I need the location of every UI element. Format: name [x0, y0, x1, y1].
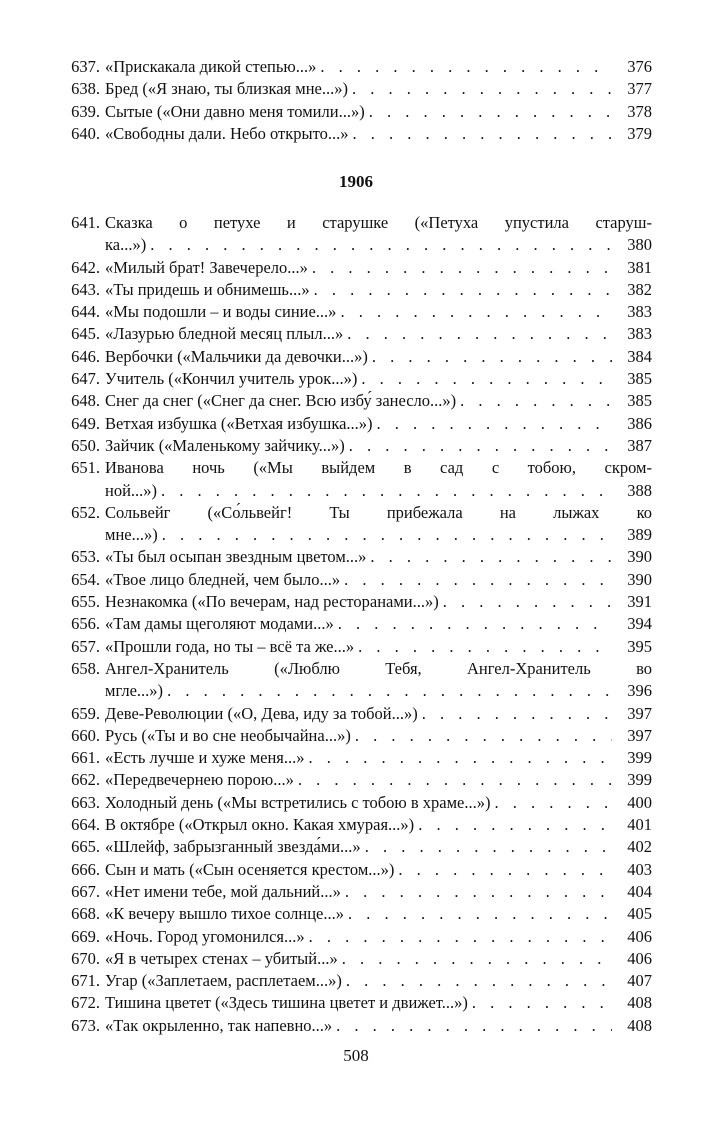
year-heading: 1906 [339, 172, 373, 191]
entry-title-line [105, 926, 612, 948]
entry-title-line [105, 524, 612, 546]
entry-title: «Нет имени тебе, мой дальний...» [105, 881, 341, 901]
entry-title: «Ты придешь и обнимешь...» [105, 279, 310, 299]
entry-title: Холодный день («Мы встретились с тобою в храме...») [105, 792, 491, 812]
entry-number: 668. [71, 904, 100, 924]
entry-title-first-line: Ангел-Хранитель («Люблю Тебя, Ангел-Хранитель во [105, 658, 652, 678]
toc-entry [62, 881, 652, 903]
entry-title-line [105, 569, 612, 591]
dot-leader [167, 680, 612, 702]
toc-entry [62, 390, 652, 412]
entry-title-line [105, 703, 612, 725]
entry-title-line [105, 435, 612, 457]
entry-page: 397 [627, 703, 652, 723]
toc-entry [62, 703, 652, 725]
toc-entry [62, 480, 652, 502]
entry-title: «К вечеру вышло тихое солнце...» [105, 904, 344, 924]
entry-title: мне...») [105, 525, 158, 545]
entry-title: Русь («Ты и во сне необычайна...») [105, 725, 351, 745]
dot-leader [336, 1015, 612, 1037]
dot-leader [370, 546, 612, 568]
entry-number: 650. [71, 435, 100, 455]
toc-entry [62, 123, 652, 145]
entry-page: 385 [627, 369, 652, 389]
toc-entry [62, 279, 652, 301]
dot-leader [320, 56, 612, 78]
entry-number: 651. [71, 458, 100, 478]
entry-title: В октябре («Открыл окно. Какая хмурая...») [105, 815, 415, 835]
toc-entry [62, 78, 652, 100]
dot-leader [349, 435, 612, 457]
entry-title: «Лазурью бледной месяц плыл...» [105, 324, 344, 344]
toc-entry [62, 257, 652, 279]
entry-title-line [105, 368, 612, 390]
toc-entry [62, 636, 652, 658]
entry-title-line [105, 346, 612, 368]
entry-number: 642. [71, 257, 100, 277]
toc-entry [62, 435, 652, 457]
entry-number: 640. [71, 123, 100, 143]
entry-number: 658. [71, 658, 100, 678]
entry-number: 655. [71, 592, 100, 612]
toc-entry [62, 747, 652, 769]
entry-title-first-line: Иванова ночь («Мы выйдем в сад с тобою, скром- [105, 458, 652, 478]
toc-entry [62, 413, 652, 435]
entry-title-line [105, 546, 612, 568]
entry-title-first-line: Сольвейг («Со́львейг! Ты прибежала на лыжах ко [105, 502, 652, 522]
toc-entry [62, 1015, 652, 1037]
dot-leader [372, 346, 612, 368]
dot-leader [309, 926, 612, 948]
dot-leader [338, 613, 612, 635]
entry-title-line [105, 613, 612, 635]
entry-number: 667. [71, 881, 100, 901]
entry-number: 673. [71, 1015, 100, 1035]
dot-leader [422, 703, 612, 725]
entry-number: 644. [71, 302, 100, 322]
entry-title: Зайчик («Маленькому зайчику...») [105, 435, 345, 455]
entry-page: 376 [627, 57, 652, 76]
toc-entry [62, 859, 652, 881]
entry-title: Снег да снег («Снег да снег. Всю избу́ занесло...») [105, 391, 457, 411]
entry-page: 407 [627, 971, 652, 991]
toc-entry [62, 591, 652, 613]
contents-list-1906 [62, 212, 652, 1037]
entry-title-line [105, 101, 612, 123]
toc-entry [62, 546, 652, 568]
entry-title: Деве-Революции («О, Дева, иду за тобой...») [105, 703, 418, 723]
entry-title-first-line: Сказка о петухе и старушке («Петуха упустила старуш- [105, 213, 652, 232]
toc-entry [62, 569, 652, 591]
entry-title: Сын и мать («Сын осеняется крестом...») [105, 859, 395, 879]
entry-title: Незнакомка («По вечерам, над ресторанами...») [105, 592, 439, 612]
entry-page: 406 [627, 948, 652, 968]
dot-leader [352, 78, 612, 100]
entry-title-line [105, 323, 612, 345]
entry-number: 654. [71, 569, 100, 589]
contents-list-1905 [62, 56, 652, 145]
dot-leader [377, 413, 612, 435]
toc-entry [62, 680, 652, 702]
entry-page: 389 [627, 525, 652, 545]
entry-title-line [105, 636, 612, 658]
entry-title: Угар («Заплетаем, расплетаем...») [105, 971, 342, 991]
entry-title: «Там дамы щеголяют модами...» [105, 614, 334, 634]
entry-page: 396 [627, 681, 652, 701]
toc-entry [62, 524, 652, 546]
entry-title-line [105, 881, 612, 903]
entry-title: «Ты был осыпан звездным цветом...» [105, 547, 367, 567]
entry-page: 397 [627, 725, 652, 745]
entry-page: 386 [627, 413, 652, 433]
entry-title-line [105, 836, 612, 858]
entry-title-line [105, 903, 612, 925]
entry-number: 659. [71, 703, 100, 723]
toc-entry [62, 101, 652, 123]
entry-page: 385 [627, 391, 652, 411]
entry-title: «Милый брат! Завечерело...» [105, 257, 308, 277]
dot-leader [352, 123, 612, 145]
dot-leader [150, 234, 612, 256]
entry-number: 661. [71, 748, 100, 768]
entry-page: 408 [627, 1015, 652, 1035]
entry-number: 660. [71, 725, 100, 745]
entry-page: 400 [627, 792, 652, 812]
entry-page: 405 [627, 904, 652, 924]
toc-entry [62, 301, 652, 323]
entry-page: 391 [627, 592, 652, 612]
toc-entry [62, 769, 652, 791]
dot-leader [298, 769, 612, 791]
entry-title-line [105, 591, 612, 613]
entry-title-line [105, 792, 612, 814]
entry-number: 662. [71, 770, 100, 790]
entry-number: 638. [71, 79, 100, 99]
entry-title-line [105, 970, 612, 992]
entry-number: 669. [71, 926, 100, 946]
entry-page: 384 [627, 346, 652, 366]
entry-number: 652. [71, 502, 100, 522]
entry-title-line [105, 725, 612, 747]
entry-page: 395 [627, 636, 652, 656]
entry-title: «Ночь. Город угомонился...» [105, 926, 305, 946]
dot-leader [342, 948, 612, 970]
entry-title-line [105, 301, 612, 323]
entry-title-line [105, 859, 612, 881]
entry-title: Учитель («Кончил учитель урок...») [105, 369, 358, 389]
entry-number: 648. [71, 391, 100, 411]
dot-leader [344, 569, 612, 591]
entry-number: 656. [71, 614, 100, 634]
dot-leader [358, 636, 612, 658]
toc-entry [62, 725, 652, 747]
toc-entry [62, 502, 652, 524]
entry-number: 649. [71, 413, 100, 433]
dot-leader [495, 792, 612, 814]
dot-leader [309, 747, 613, 769]
entry-page: 387 [627, 435, 652, 455]
entry-page: 381 [627, 257, 652, 277]
entry-title-line [105, 747, 612, 769]
entry-page: 382 [627, 279, 652, 299]
entry-page: 408 [627, 993, 652, 1013]
entry-page: 378 [627, 101, 652, 121]
toc-entry [62, 346, 652, 368]
entry-number: 645. [71, 324, 100, 344]
entry-number: 665. [71, 837, 100, 857]
entry-title: «Так окрыленно, так напевно...» [105, 1015, 333, 1035]
entry-number: 670. [71, 948, 100, 968]
toc-entry [62, 212, 652, 234]
dot-leader [162, 524, 612, 546]
toc-entry [62, 658, 652, 680]
entry-title: Ветхая избушка («Ветхая избушка...») [105, 413, 373, 433]
entry-number: 657. [71, 636, 100, 656]
entry-page: 401 [627, 815, 652, 835]
entry-title: ной...») [105, 480, 158, 500]
entry-title-line [105, 123, 612, 145]
entry-page: 403 [627, 859, 652, 879]
toc-entry [62, 613, 652, 635]
dot-leader [418, 814, 612, 836]
entry-title-line [105, 257, 612, 279]
toc-entry [62, 792, 652, 814]
entry-title: «Твое лицо бледней, чем было...» [105, 569, 341, 589]
entry-title-line [105, 814, 612, 836]
dot-leader [355, 725, 612, 747]
entry-title: Бред («Я знаю, ты близкая мне...») [105, 79, 348, 99]
entry-page: 380 [627, 235, 652, 255]
entry-page: 399 [627, 770, 652, 790]
entry-title: «Есть лучше и хуже меня...» [105, 748, 305, 768]
entry-number: 641. [71, 213, 100, 232]
dot-leader [348, 903, 612, 925]
entry-title: «Мы подошли – и воды синие...» [105, 302, 337, 322]
dot-leader [460, 390, 612, 412]
toc-entry [62, 814, 652, 836]
entry-title: «Свободны дали. Небо открыто...» [105, 123, 349, 143]
entry-number: 637. [71, 57, 100, 76]
entry-page: 390 [627, 547, 652, 567]
entry-page: 390 [627, 569, 652, 589]
dot-leader [161, 480, 612, 502]
dot-leader [369, 101, 612, 123]
page-number: 508 [343, 1046, 369, 1065]
dot-leader [398, 859, 612, 881]
entry-number: 664. [71, 815, 100, 835]
toc-entry [62, 323, 652, 345]
entry-title: мгле...») [105, 681, 164, 701]
entry-title-line [105, 413, 612, 435]
toc-entry [62, 836, 652, 858]
entry-title: ка...») [105, 235, 147, 255]
entry-number: 646. [71, 346, 100, 366]
entry-title: «Передвечернею порою...» [105, 770, 294, 790]
entry-page: 394 [627, 614, 652, 634]
entry-number: 663. [71, 792, 100, 812]
toc-entry [62, 56, 652, 78]
entry-number: 647. [71, 369, 100, 389]
entry-title-line [105, 769, 612, 791]
entry-title-line [105, 1015, 612, 1037]
entry-page: 402 [627, 837, 652, 857]
dot-leader [346, 970, 612, 992]
entry-number: 653. [71, 547, 100, 567]
dot-leader [345, 881, 612, 903]
toc-entry [62, 926, 652, 948]
entry-page: 406 [627, 926, 652, 946]
toc-entry [62, 992, 652, 1014]
toc-entry [62, 368, 652, 390]
entry-title-line [105, 56, 612, 78]
dot-leader [347, 323, 612, 345]
entry-title-line [105, 279, 612, 301]
entry-title-line [105, 234, 612, 256]
entry-title-line [105, 78, 612, 100]
entry-page: 377 [627, 79, 652, 99]
entry-title-line [105, 680, 612, 702]
toc-entry [62, 948, 652, 970]
entry-title: «Шлейф, забрызганный звезда́ми...» [105, 837, 361, 857]
toc-entry [62, 234, 652, 256]
entry-title: Сытые («Они давно меня томили...») [105, 101, 365, 121]
entry-number: 666. [71, 859, 100, 879]
entry-title: «Прискакала дикой степью...» [105, 57, 317, 76]
entry-page: 379 [627, 123, 652, 143]
entry-page: 383 [627, 324, 652, 344]
entry-page: 399 [627, 748, 652, 768]
dot-leader [472, 992, 612, 1014]
toc-entry [62, 457, 652, 479]
entry-page: 404 [627, 881, 652, 901]
toc-entry [62, 970, 652, 992]
dot-leader [443, 591, 612, 613]
entry-number: 639. [71, 101, 100, 121]
entry-number: 671. [71, 971, 100, 991]
entry-title: Вербочки («Мальчики да девочки...») [105, 346, 368, 366]
entry-page: 388 [627, 480, 652, 500]
entry-title: «Прошли года, но ты – всё та же...» [105, 636, 355, 656]
entry-number: 672. [71, 993, 100, 1013]
entry-title-line [105, 948, 612, 970]
toc-entry [62, 903, 652, 925]
entry-number: 643. [71, 279, 100, 299]
dot-leader [340, 301, 612, 323]
dot-leader [365, 836, 612, 858]
entry-title-line [105, 390, 612, 412]
dot-leader [312, 257, 612, 279]
dot-leader [361, 368, 612, 390]
entry-title: Тишина цветет («Здесь тишина цветет и движет...») [105, 993, 468, 1013]
dot-leader [314, 279, 612, 301]
entry-page: 383 [627, 302, 652, 322]
entry-title: «Я в четырех стенах – убитый...» [105, 948, 338, 968]
entry-title-line [105, 992, 612, 1014]
entry-title-line [105, 480, 612, 502]
